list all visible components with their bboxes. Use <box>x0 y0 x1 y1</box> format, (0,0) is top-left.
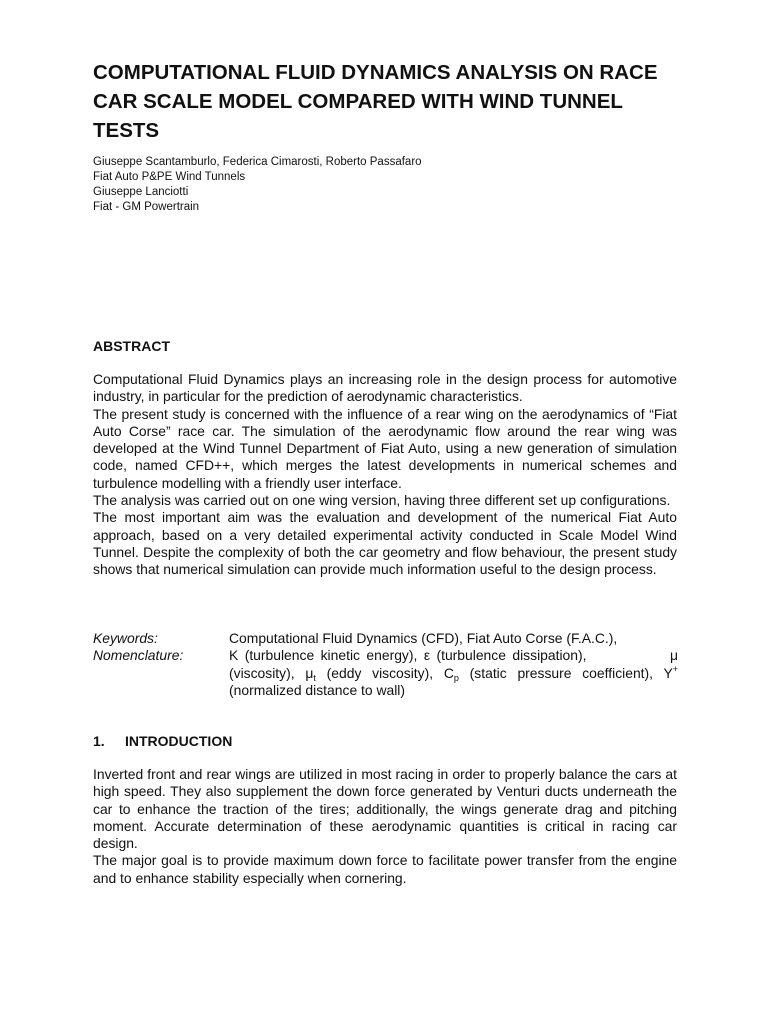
cp-letter: C <box>443 664 454 681</box>
y-plus-letter: Y <box>663 664 673 681</box>
paper-title: COMPUTATIONAL FLUID DYNAMICS ANALYSIS ON RACE CAR SCALE MODEL COMPARED WITH WIND TUNNEL TESTS <box>93 61 658 142</box>
abstract-paragraph: The analysis was carried out on one wing version, having three different set up configurations. <box>93 492 671 509</box>
keywords-value: Computational Fluid Dynamics (CFD), Fiat Auto Corse (F.A.C.), <box>229 630 618 646</box>
mu-t-letter: μ <box>305 664 314 681</box>
section-title: INTRODUCTION <box>125 733 233 749</box>
mu-t-symbol <box>305 665 316 681</box>
abstract-paragraph: Computational Fluid Dynamics plays an increasing role in the design process for automotive industry, in particular for the prediction of aerodynamic characteristics. <box>93 371 677 405</box>
abstract-heading: ABSTRACT <box>93 338 170 354</box>
nomenclature-value <box>229 647 678 699</box>
author-line: Giuseppe Lanciotti <box>93 186 189 198</box>
introduction-paragraph: The major goal is to provide maximum down force to facilitate power transfer from the engine and to enhance stability especially when cornering. <box>93 852 677 886</box>
mu-t-term: (eddy viscosity), <box>326 664 434 681</box>
section-number: 1. <box>93 733 105 749</box>
author-line: Giuseppe Scantamburlo, Federica Cimarosti, Roberto Passafaro <box>93 156 422 168</box>
cp-symbol <box>444 665 459 681</box>
keywords-label: Keywords: <box>93 630 158 646</box>
introduction-paragraph: Inverted front and rear wings are utilized in most racing in order to properly balance the cars at high speed. They also supplement the down force generated by Venturi ducts underneath the car to enhance the traction of the tires; additionally, the wings generate drag and pitching moment. Accurate determination of these aerodynamic quantities is critical in racing car design. <box>93 766 677 852</box>
abstract-body <box>93 371 677 579</box>
cp-subscript: p <box>453 672 459 683</box>
nomenclature-row <box>93 647 678 699</box>
k-term: K (turbulence kinetic energy), <box>229 647 418 664</box>
abstract-paragraph: The most important aim was the evaluation and development of the numerical Fiat Auto approach, based on a very detailed experimental activity conducted in Scale Model Wind Tunnel. Despite the complexity of both the car geometry and flow behaviour, the present study shows that numerical simulation can provide much information useful to the design process. <box>93 509 677 578</box>
keywords-block <box>93 630 678 699</box>
epsilon-term: (turbulence dissipation), <box>436 647 587 664</box>
affiliation-line: Fiat Auto P&PE Wind Tunnels <box>93 171 246 183</box>
introduction-body <box>93 766 677 887</box>
keywords-row <box>93 630 678 647</box>
y-plus-term: (normalized distance to wall) <box>229 681 406 698</box>
introduction-heading <box>93 733 232 749</box>
y-plus-symbol <box>664 665 679 681</box>
mu-term: (viscosity), <box>229 664 295 681</box>
author-block <box>93 155 422 215</box>
mu-symbol: μ <box>670 647 679 664</box>
cp-term: (static pressure coefficient), <box>469 664 654 681</box>
abstract-paragraph: The present study is concerned with the influence of a rear wing on the aerodynamics of “Fiat Auto Corse” race car. The simulation of the aerodynamic flow around the rear wing was developed at the Wind Tunnel Department of Fiat Auto, using a new generation of simulation code, named CFD++, which merges the latest developments in numerical schemes and turbulence modelling with a friendly user interface. <box>93 405 677 491</box>
affiliation-line: Fiat - GM Powertrain <box>93 201 200 213</box>
mu-t-subscript: t <box>313 672 316 683</box>
y-plus-superscript: + <box>672 663 679 674</box>
epsilon-symbol: ε <box>423 647 431 664</box>
nomenclature-label: Nomenclature: <box>93 647 184 664</box>
